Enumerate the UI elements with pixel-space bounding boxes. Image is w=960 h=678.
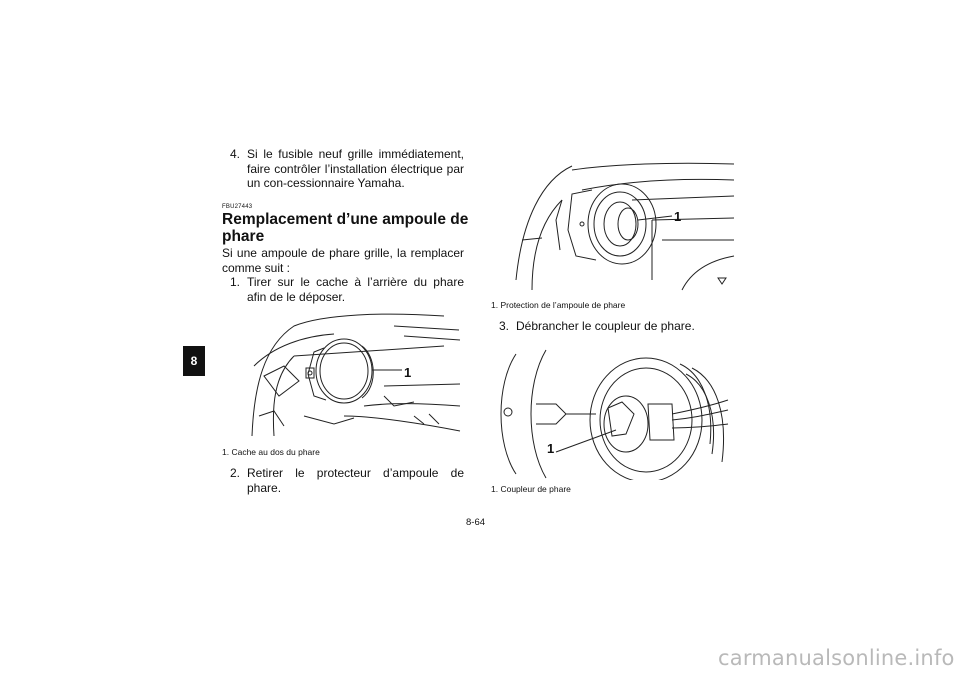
caption-text: Cache au dos du phare (231, 447, 320, 457)
caption-number: 1. (491, 484, 499, 494)
section-code: FBU27443 (222, 204, 253, 210)
figure-headlight-coupler (496, 344, 730, 480)
figure-2-caption (491, 300, 625, 310)
intro-paragraph: Si une ampoule de phare grille, la remplacer comme suit : (222, 246, 464, 275)
watermark: carmanualsonline.info (718, 646, 955, 670)
step-text: Retirer le protecteur d’ampoule de phare. (247, 466, 464, 495)
chapter-tab-label: 8 (190, 354, 198, 368)
figure-bulb-protector (512, 160, 738, 296)
bulb-protector-illustration (512, 160, 738, 296)
page-number: 8-64 (466, 517, 486, 528)
caption-number: 1. (222, 447, 230, 457)
step-number: 3. (498, 319, 509, 333)
step-text: Si le fusible neuf grille immédiatement, faire contrôler l’installation électrique par un con-cessionnaire Yamaha. (247, 147, 464, 190)
caption-text: Coupleur de phare (500, 484, 571, 494)
step-text: Tirer sur le cache à l’arrière du phare afin de le déposer. (247, 275, 464, 304)
figure-headlight-cover (244, 306, 464, 442)
section-title: Remplacement d’une ampoule de phare (222, 211, 469, 245)
figure-1-callout: 1 (404, 365, 412, 380)
chapter-tab (183, 346, 205, 376)
step-1 (222, 275, 464, 304)
step-number: 2. (229, 466, 240, 480)
step-number: 1. (229, 275, 240, 289)
step-text: Débrancher le coupleur de phare. (516, 319, 695, 333)
caption-number: 1. (491, 300, 499, 310)
headlight-coupler-illustration (496, 344, 730, 480)
headlight-cover-illustration (244, 306, 464, 442)
figure-2-callout: 1 (674, 209, 682, 224)
figure-3-caption (491, 484, 571, 494)
figure-1-caption (222, 447, 320, 457)
step-2 (222, 466, 464, 495)
figure-3-callout: 1 (547, 441, 555, 456)
caption-text: Protection de l’ampoule de phare (500, 300, 626, 310)
step-4 (222, 147, 464, 191)
step-number: 4. (229, 147, 240, 161)
step-3 (491, 319, 733, 334)
